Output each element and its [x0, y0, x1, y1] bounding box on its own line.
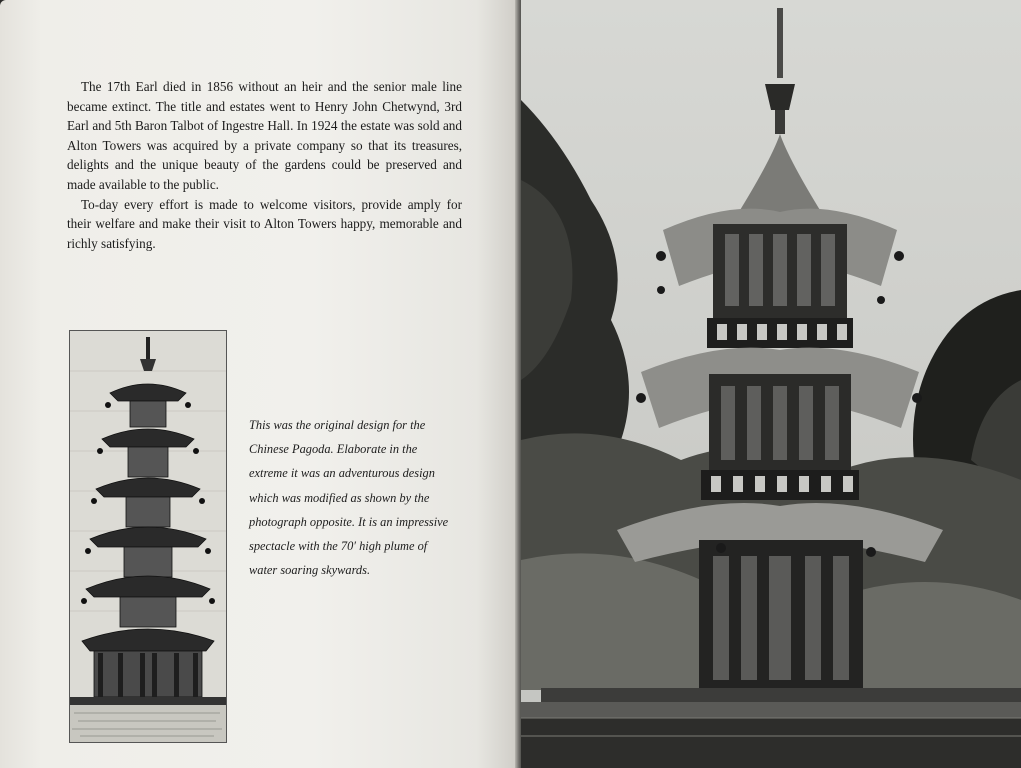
- paragraph-earl-history: The 17th Earl died in 1856 without an heir and the senior male line became extinct. The title and estates went to Henry John Chetwynd, 3rd Earl and 5th Baron Talbot of Ingestre Hall. In 1924 the estate was sold and Alton Towers was acquired by a private company so that its treasures, delights and the unique beauty of the gardens could be preserved and made available to the public.: [67, 79, 462, 192]
- illustration-caption: This was the original design for the Chinese Pagoda. Elaborate in the extreme it was an adventurous design which was modified as shown by the photograph opposite. It is an impressive spectacle with the 70′ high plume of water soaring skywards.: [249, 418, 449, 578]
- pagoda-photo-icon: [521, 0, 1021, 768]
- pagoda-design-illustration: [69, 330, 227, 743]
- paragraph-welcome: To-day every effort is made to welcome visitors, provide amply for their welfare and make their visit to Alton Towers happy, memorable and richly satisfying.: [67, 196, 462, 251]
- history-text: [67, 77, 462, 253]
- right-page-photo: [521, 0, 1021, 768]
- pagoda-engraving-icon: [70, 331, 226, 742]
